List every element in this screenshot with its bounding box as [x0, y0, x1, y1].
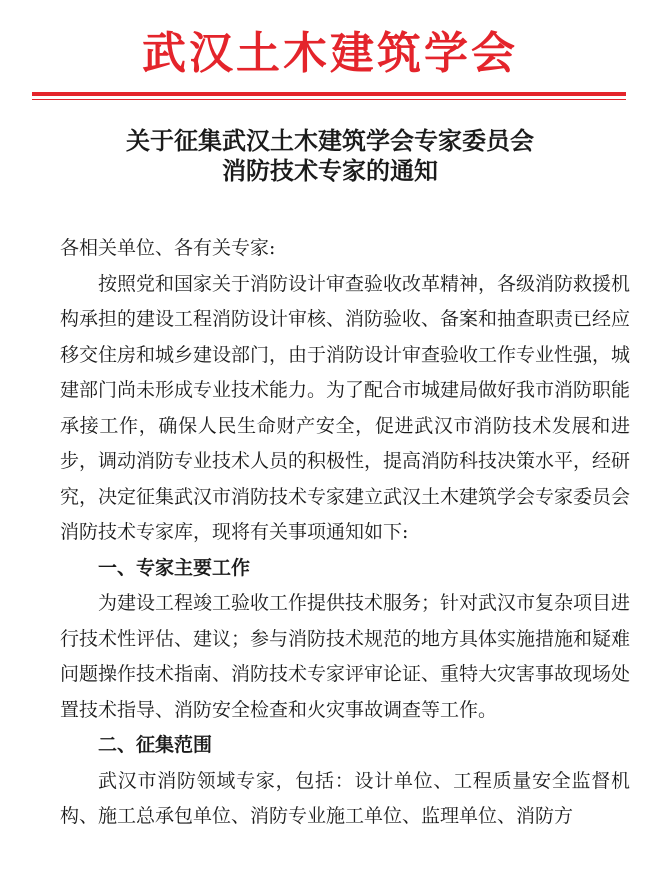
notice-title-line2: 消防技术专家的通知	[222, 156, 438, 185]
section1-heading: 一、专家主要工作	[98, 556, 251, 579]
notice-title	[0, 126, 660, 186]
section1-paragraph: 为建设工程竣工验收工作提供技术服务；针对武汉市复杂项目进行技术性评估、建议；参与消防技术规范的地方具体实施措施和疑难问题操作技术指南、消防技术专家评审论证、重特大灾害事故现场处置技术指导、消防安全检查和火灾事故调查等工作。	[60, 592, 631, 721]
section2-paragraph: 武汉市消防领域专家，包括：设计单位、工程质量安全监督机构、施工总承包单位、消防专业施工单位、监理单位、消防方	[60, 769, 630, 827]
letterhead-rule-thin	[32, 99, 626, 100]
intro-paragraph: 按照党和国家关于消防设计审查验收改革精神，各级消防救援机构承担的建设工程消防设计审核、消防验收、备案和抽查职责已经应移交住房和城乡建设部门，由于消防设计审查验收工作专业性强，城建部门尚未形成专业技术能力。为了配合市城建局做好我市消防职能承接工作，确保人民生命财产安全，促进武汉市消防技术发展和进步，调动消防专业技术人员的积极性，提高消防科技决策水平，经研究，决定征集武汉市消防技术专家建立武汉土木建筑学会专家委员会消防技术专家库，现将有关事项通知如下:	[60, 272, 631, 543]
notice-title-line1: 关于征集武汉土木建筑学会专家委员会	[126, 126, 534, 155]
salutation: 各相关单位、各有关专家:	[60, 237, 276, 259]
letterhead-organization: 武汉土木建筑学会	[142, 28, 518, 79]
letterhead-rule-thick	[32, 92, 626, 96]
section2-heading: 二、征集范围	[98, 734, 213, 756]
notice-body	[60, 231, 630, 835]
